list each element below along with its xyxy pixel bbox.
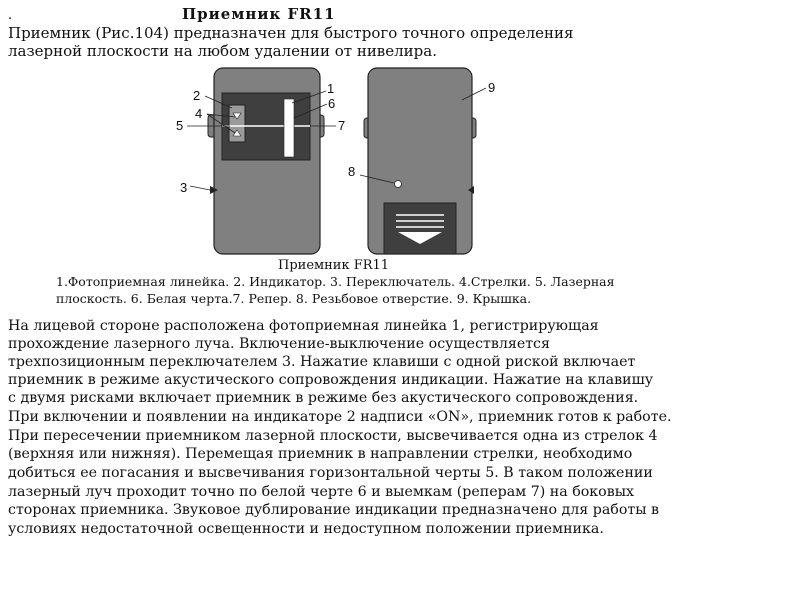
body-line-9: добиться ее погасания и высвечивания горизонтальной черты 5. В таком положении	[8, 465, 653, 481]
bullet-dot: .	[8, 8, 13, 23]
figure-caption-line-1: 1.Фотоприемная линейка. 2. Индикатор. 3. Переключатель. 4.Стрелки. 5. Лазерная	[56, 274, 615, 289]
white-mark-bar	[284, 99, 294, 157]
body-line-8: (верхняя или нижняя). Перемещая приемник в направлении стрелки, необходимо	[8, 446, 633, 462]
body-line-10: лазерный луч проходит точно по белой черте 6 и выемкам (реперам 7) на боковых	[8, 484, 634, 500]
receiver-back-view	[348, 68, 495, 254]
body-line-7: При пересечении приемником лазерной плоскости, высвечивается одна из стрелок 4	[8, 428, 658, 444]
callout-1: 1	[327, 81, 335, 96]
callout-line-3	[190, 186, 210, 190]
body-line-12: условиях недостаточной освещенности и недоступном положении приемника.	[8, 521, 604, 537]
body-line-6: При включении и появлении на индикаторе 2 надписи «ON», приемник готов к работе.	[8, 409, 672, 425]
intro-line-1: Приемник (Рис.104) предназначен для быстрого точного определения	[8, 24, 574, 42]
figure-caption-title: Приемник FR11	[278, 258, 390, 273]
body-line-1: На лицевой стороне расположена фотоприемная линейка 1, регистрирующая	[8, 318, 599, 334]
callout-5: 5	[176, 118, 184, 133]
body-line-11: сторонах приемника. Звуковое дублирование индикации предназначено для работы в	[8, 502, 660, 518]
receiver-front-view	[176, 68, 345, 254]
page-title: Приемник FR11	[182, 5, 336, 23]
figure-caption-line-2: плоскость. 6. Белая черта.7. Репер. 8. Резьбовое отверстие. 9. Крышка.	[56, 291, 532, 306]
callout-4: 4	[195, 106, 203, 121]
battery-cover	[384, 203, 456, 254]
body-line-5: с двумя рисками включает приемник в режиме без акустического сопровождения.	[8, 390, 639, 406]
callout-9: 9	[488, 80, 496, 95]
intro-line-2: лазерной плоскости на любом удалении от нивелира.	[8, 42, 437, 60]
callout-2: 2	[193, 88, 201, 103]
callout-8: 8	[348, 164, 356, 179]
callout-6: 6	[328, 96, 336, 111]
threaded-hole	[395, 181, 402, 188]
callout-7: 7	[338, 118, 346, 133]
body-line-3: трехпозиционным переключателем 3. Нажатие клавиши с одной риской включает	[8, 354, 636, 370]
body-line-2: прохождение лазерного луча. Включение-выключение осуществляется	[8, 336, 550, 352]
indicator-display	[229, 105, 245, 142]
body-line-4: приемник в режиме акустического сопровождения индикации. Нажатие на клавишу	[8, 372, 654, 388]
callout-3: 3	[180, 180, 188, 195]
